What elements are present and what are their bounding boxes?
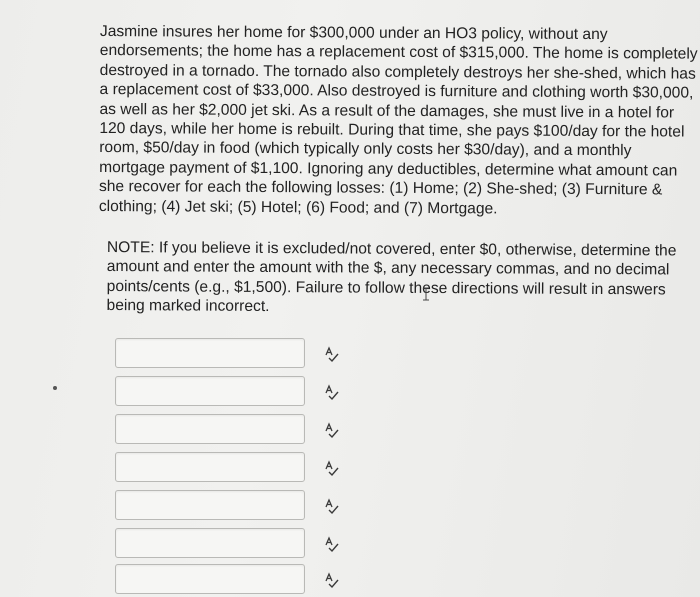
spellcheck-icon[interactable] — [323, 345, 341, 363]
answer-row-5 — [115, 490, 375, 522]
text-cursor-icon — [421, 287, 431, 301]
answer-input-4[interactable] — [115, 452, 305, 482]
answer-input-7[interactable] — [115, 564, 305, 594]
spellcheck-icon[interactable] — [323, 535, 341, 553]
answer-input-3[interactable] — [115, 414, 305, 444]
spellcheck-icon[interactable] — [323, 459, 341, 477]
answer-input-5[interactable] — [115, 490, 305, 520]
answer-row-2 — [115, 376, 375, 408]
answer-input-6[interactable] — [115, 528, 305, 558]
question-text: Jasmine insures her home for $300,000 under an HO3 policy, without any endorsements; the home has a replacement cost of $315,000. The home is completely destroyed in a tornado. The tornado also completely destroys her she-shed, which has a replacement cost of $33,000. Also destroyed is furniture and clothing worth $30,000, as well as her $2,000 jet ski. As a result of the damages, she must live in a hotel for 120 days, while her home is rebuilt. During that time, she pays $100/day for the hotel room, $50/day in food (which typically only costs her $30/day), and a monthly mortgage payment of $1,100. Ignoring any deductibles, determine what amount can she recover for each the following losses: (1) Home; (2) She-shed; (3) Furniture & clothing; (4) Jet ski; (5) Hotel; (6) Food; and (7) Mortgage. — [98, 22, 698, 218]
answer-row-3 — [115, 414, 375, 446]
answer-input-2[interactable] — [115, 376, 305, 406]
margin-dot — [53, 386, 57, 390]
note-text: NOTE: If you believe it is excluded/not covered, enter $0, otherwise, determine the amount and enter the amount with the $, any necessary commas, and no decimal points/cents (e.g., $1,500). Failure to follow these directions will result in answers being marked incorrect. — [106, 238, 677, 316]
answer-row-4 — [115, 452, 375, 484]
spellcheck-icon[interactable] — [323, 421, 341, 439]
answer-input-1[interactable] — [115, 338, 305, 368]
spellcheck-icon[interactable] — [323, 571, 341, 589]
answer-row-6 — [115, 528, 375, 560]
answer-row-7 — [115, 564, 375, 596]
spellcheck-icon[interactable] — [323, 383, 341, 401]
spellcheck-icon[interactable] — [323, 497, 341, 515]
answer-row-1 — [115, 338, 375, 370]
